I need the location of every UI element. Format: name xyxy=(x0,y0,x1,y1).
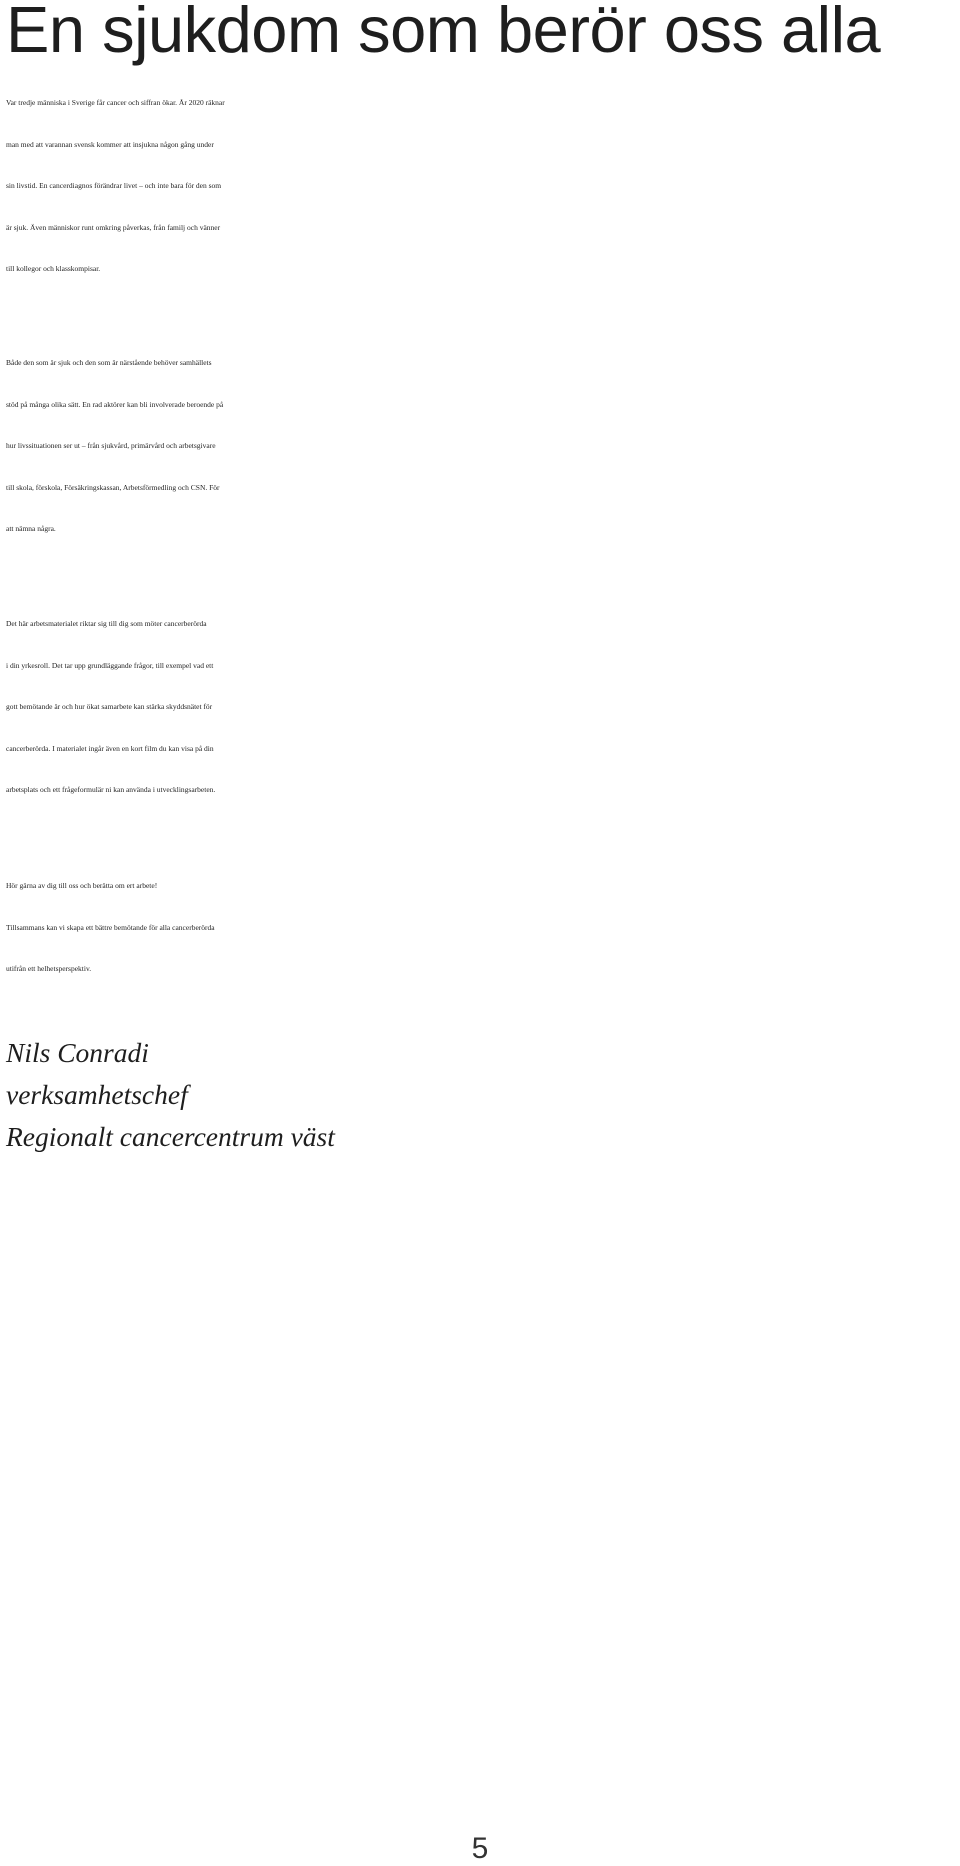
paragraph-line: till skola, förskola, Försäkringskassan, Arbetsförmedling och CSN. För xyxy=(6,482,220,492)
signature-block xyxy=(6,1032,335,1158)
signature-organization: Regionalt cancercentrum väst xyxy=(6,1121,335,1152)
paragraph-line: i din yrkesroll. Det tar upp grundläggande frågor, till exempel vad ett xyxy=(6,660,214,670)
paragraph-line: gott bemötande är och hur ökat samarbete kan stärka skyddsnätet för xyxy=(6,702,213,711)
paragraph-line: utifrån ett helhetsperspektiv. xyxy=(6,964,92,973)
paragraph-contact xyxy=(6,865,956,990)
paragraph-line: Det här arbetsmaterialet riktar sig till dig som möter cancerberörda xyxy=(6,619,207,628)
page-title: En sjukdom som berör oss alla xyxy=(6,0,881,66)
paragraph-line: stöd på många olika sätt. En rad aktörer kan bli involverade beroende på xyxy=(6,399,224,409)
paragraph-line: är sjuk. Även människor runt omkring påverkas, från familj och vänner xyxy=(6,222,221,232)
paragraph-line: Hör gärna av dig till oss och berätta om ert arbete! xyxy=(6,881,158,890)
paragraph-line: arbetsplats och ett frågeformulär ni kan använda i utvecklingsarbeten. xyxy=(6,785,216,794)
paragraph-line: Tillsammans kan vi skapa ett bättre bemötande för alla cancerberörda xyxy=(6,922,215,932)
page-number: 5 xyxy=(471,1832,489,1865)
paragraph-line: att nämna några. xyxy=(6,524,56,533)
paragraph-intro xyxy=(6,82,956,290)
paragraph-line: hur livssituationen ser ut – från sjukvård, primärvård och arbetsgivare xyxy=(6,441,216,450)
paragraph-support xyxy=(6,342,956,550)
paragraph-line: till kollegor och klasskompisar. xyxy=(6,264,101,273)
paragraph-line: Var tredje människa i Sverige får cancer och siffran ökar. År 2020 räknar xyxy=(6,98,225,107)
paragraph-material xyxy=(6,603,956,811)
paragraph-line: man med att varannan svensk kommer att insjukna någon gång under xyxy=(6,139,214,149)
signature-role: verksamhetschef xyxy=(6,1079,188,1110)
paragraph-line: cancerberörda. I materialet ingår även en kort film du kan visa på din xyxy=(6,743,214,753)
paragraph-line: Både den som är sjuk och den som är närstående behöver samhällets xyxy=(6,358,212,367)
paragraph-line: sin livstid. En cancerdiagnos förändrar livet – och inte bara för den som xyxy=(6,181,222,190)
signature-name: Nils Conradi xyxy=(6,1037,149,1068)
